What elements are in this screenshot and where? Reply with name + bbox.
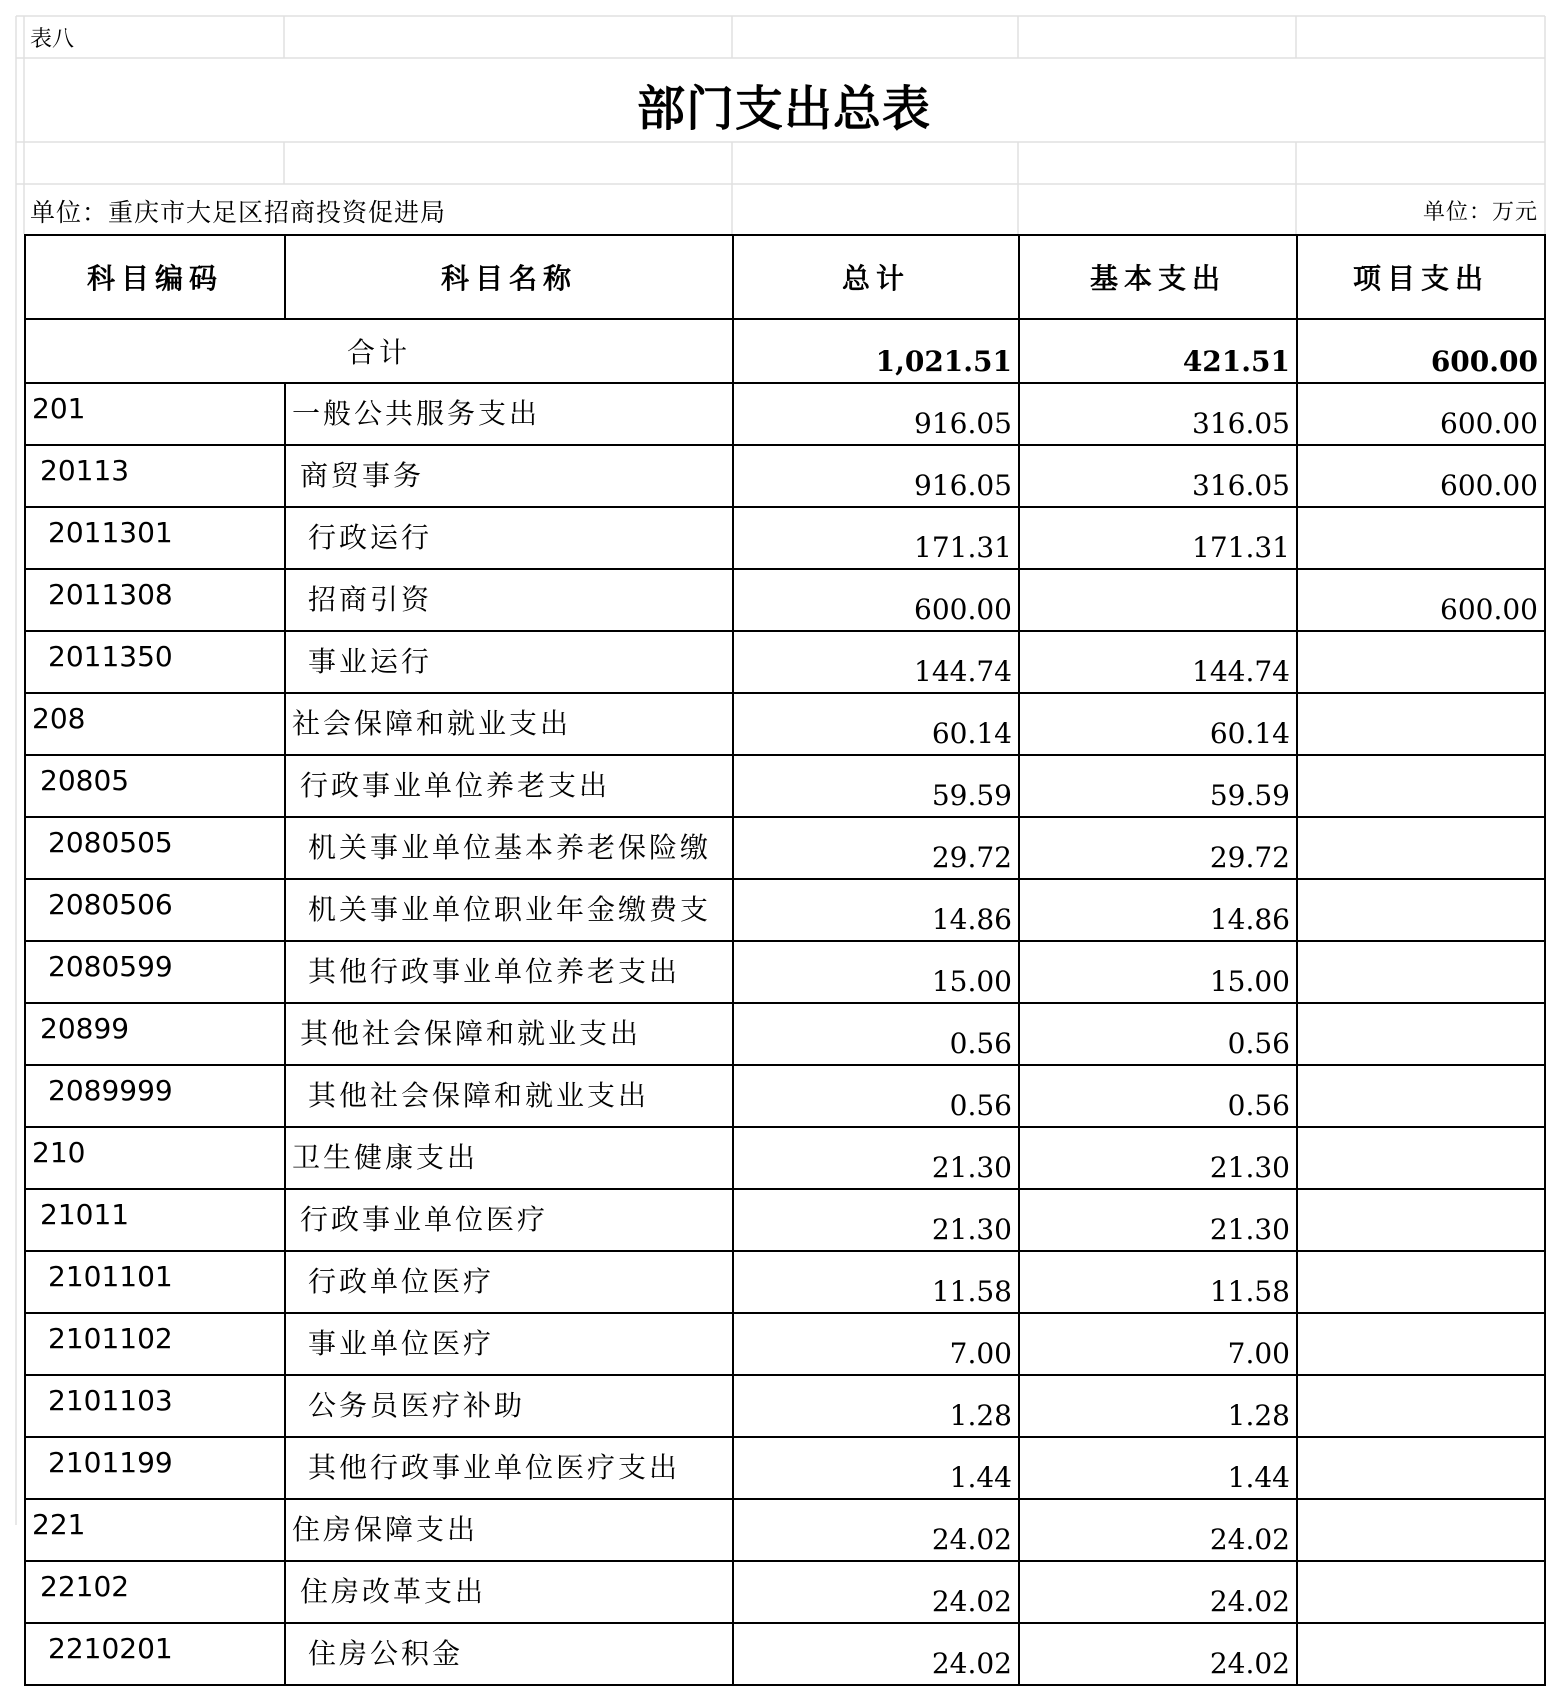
row-total: 171.31: [733, 507, 1019, 569]
row-total: 11.58: [733, 1251, 1019, 1313]
row-code: 221: [25, 1499, 285, 1561]
row-code: 20899: [25, 1003, 285, 1065]
table-row: [25, 507, 1545, 569]
row-basic: 0.56: [1019, 1003, 1297, 1065]
row-total: 600.00: [733, 569, 1019, 631]
row-code: 2011350: [25, 631, 285, 693]
row-name: 招商引资: [285, 569, 733, 631]
row-basic: 1.28: [1019, 1375, 1297, 1437]
row-basic: 144.74: [1019, 631, 1297, 693]
row-basic: 21.30: [1019, 1127, 1297, 1189]
total-sum: 1,021.51: [733, 319, 1019, 383]
row-name: 公务员医疗补助: [285, 1375, 733, 1437]
row-total: 1.28: [733, 1375, 1019, 1437]
row-code: 2101199: [25, 1437, 285, 1499]
expenditure-table: [24, 234, 1546, 1686]
row-name: 机关事业单位职业年金缴费支: [285, 879, 733, 941]
row-basic: 29.72: [1019, 817, 1297, 879]
row-code: 21011: [25, 1189, 285, 1251]
header-total: 总计: [733, 235, 1019, 319]
table-row: [25, 1189, 1545, 1251]
row-basic: 14.86: [1019, 879, 1297, 941]
row-code: 2080505: [25, 817, 285, 879]
row-project: [1297, 1623, 1545, 1685]
row-code: 208: [25, 693, 285, 755]
row-name: 机关事业单位基本养老保险缴: [285, 817, 733, 879]
table-row: [25, 445, 1545, 507]
row-total: 144.74: [733, 631, 1019, 693]
table-row: [25, 1313, 1545, 1375]
row-basic: 316.05: [1019, 445, 1297, 507]
row-total: 916.05: [733, 383, 1019, 445]
row-name: 卫生健康支出: [285, 1127, 733, 1189]
table-row: [25, 693, 1545, 755]
row-code: 210: [25, 1127, 285, 1189]
row-code: 2011308: [25, 569, 285, 631]
row-name: 商贸事务: [285, 445, 733, 507]
row-project: [1297, 1189, 1545, 1251]
table-row: [25, 755, 1545, 817]
row-code: 2080599: [25, 941, 285, 1003]
row-name: 事业运行: [285, 631, 733, 693]
row-basic: 316.05: [1019, 383, 1297, 445]
row-project: [1297, 817, 1545, 879]
row-basic: 24.02: [1019, 1561, 1297, 1623]
row-basic: 1.44: [1019, 1437, 1297, 1499]
row-name: 住房公积金: [285, 1623, 733, 1685]
row-project: [1297, 1375, 1545, 1437]
total-basic: 421.51: [1019, 319, 1297, 383]
row-name: 其他社会保障和就业支出: [285, 1065, 733, 1127]
row-project: [1297, 507, 1545, 569]
row-name: 住房保障支出: [285, 1499, 733, 1561]
row-name: 其他社会保障和就业支出: [285, 1003, 733, 1065]
row-project: [1297, 755, 1545, 817]
row-project: 600.00: [1297, 569, 1545, 631]
row-project: [1297, 1251, 1545, 1313]
row-basic: 24.02: [1019, 1623, 1297, 1685]
table-row: [25, 817, 1545, 879]
row-total: 29.72: [733, 817, 1019, 879]
row-code: 201: [25, 383, 285, 445]
header-basic: 基本支出: [1019, 235, 1297, 319]
table-row: [25, 1127, 1545, 1189]
row-code: 2011301: [25, 507, 285, 569]
row-code: 22102: [25, 1561, 285, 1623]
row-basic: 21.30: [1019, 1189, 1297, 1251]
row-project: [1297, 693, 1545, 755]
row-code: 2210201: [25, 1623, 285, 1685]
row-total: 24.02: [733, 1561, 1019, 1623]
row-project: [1297, 941, 1545, 1003]
table-row: [25, 1561, 1545, 1623]
row-project: 600.00: [1297, 445, 1545, 507]
row-total: 24.02: [733, 1623, 1019, 1685]
row-code: 2101102: [25, 1313, 285, 1375]
row-code: 2101103: [25, 1375, 285, 1437]
row-basic: 0.56: [1019, 1065, 1297, 1127]
table-row: [25, 1375, 1545, 1437]
row-basic: 15.00: [1019, 941, 1297, 1003]
row-code: 2080506: [25, 879, 285, 941]
row-total: 59.59: [733, 755, 1019, 817]
row-project: [1297, 1561, 1545, 1623]
page-title: 部门支出总表: [636, 81, 931, 137]
row-basic: 7.00: [1019, 1313, 1297, 1375]
table-row: [25, 1499, 1545, 1561]
table-row: [25, 1003, 1545, 1065]
row-code: 2089999: [25, 1065, 285, 1127]
total-project: 600.00: [1297, 319, 1545, 383]
header-name: 科目名称: [285, 235, 733, 319]
row-basic: 60.14: [1019, 693, 1297, 755]
currency-unit: 单位：万元: [1422, 200, 1538, 225]
table-row: [25, 631, 1545, 693]
row-project: [1297, 1313, 1545, 1375]
table-row: [25, 879, 1545, 941]
row-basic: 11.58: [1019, 1251, 1297, 1313]
row-total: 21.30: [733, 1127, 1019, 1189]
row-name: 其他行政事业单位养老支出: [285, 941, 733, 1003]
row-project: [1297, 631, 1545, 693]
department-unit: 单位：重庆市大足区招商投资促进局: [30, 198, 447, 227]
row-project: [1297, 1127, 1545, 1189]
header-code: 科目编码: [25, 235, 285, 319]
row-name: 事业单位医疗: [285, 1313, 733, 1375]
row-name: 一般公共服务支出: [285, 383, 733, 445]
row-code: 20113: [25, 445, 285, 507]
row-total: 916.05: [733, 445, 1019, 507]
table-row: [25, 1251, 1545, 1313]
sheet-label: 表八: [30, 27, 75, 52]
table-row: [25, 1623, 1545, 1685]
row-code: 20805: [25, 755, 285, 817]
row-total: 0.56: [733, 1065, 1019, 1127]
row-name: 行政运行: [285, 507, 733, 569]
row-basic: 59.59: [1019, 755, 1297, 817]
table-row: [25, 1437, 1545, 1499]
total-row: [25, 319, 1545, 383]
row-project: [1297, 879, 1545, 941]
row-name: 住房改革支出: [285, 1561, 733, 1623]
table-row: [25, 569, 1545, 631]
row-name: 其他行政事业单位医疗支出: [285, 1437, 733, 1499]
row-code: 2101101: [25, 1251, 285, 1313]
header-row: [25, 235, 1545, 319]
row-name: 行政事业单位医疗: [285, 1189, 733, 1251]
row-name: 社会保障和就业支出: [285, 693, 733, 755]
row-total: 14.86: [733, 879, 1019, 941]
row-project: [1297, 1065, 1545, 1127]
row-name: 行政单位医疗: [285, 1251, 733, 1313]
row-name: 行政事业单位养老支出: [285, 755, 733, 817]
row-basic: 171.31: [1019, 507, 1297, 569]
row-project: [1297, 1003, 1545, 1065]
table-row: [25, 1065, 1545, 1127]
row-basic: 24.02: [1019, 1499, 1297, 1561]
row-total: 0.56: [733, 1003, 1019, 1065]
total-label: 合计: [25, 319, 733, 383]
header-project: 项目支出: [1297, 235, 1545, 319]
row-project: [1297, 1437, 1545, 1499]
row-total: 7.00: [733, 1313, 1019, 1375]
row-total: 1.44: [733, 1437, 1019, 1499]
row-project: [1297, 1499, 1545, 1561]
row-project: 600.00: [1297, 383, 1545, 445]
table-row: [25, 941, 1545, 1003]
row-total: 21.30: [733, 1189, 1019, 1251]
row-total: 60.14: [733, 693, 1019, 755]
table-row: [25, 383, 1545, 445]
row-total: 15.00: [733, 941, 1019, 1003]
row-total: 24.02: [733, 1499, 1019, 1561]
row-basic: [1019, 569, 1297, 631]
